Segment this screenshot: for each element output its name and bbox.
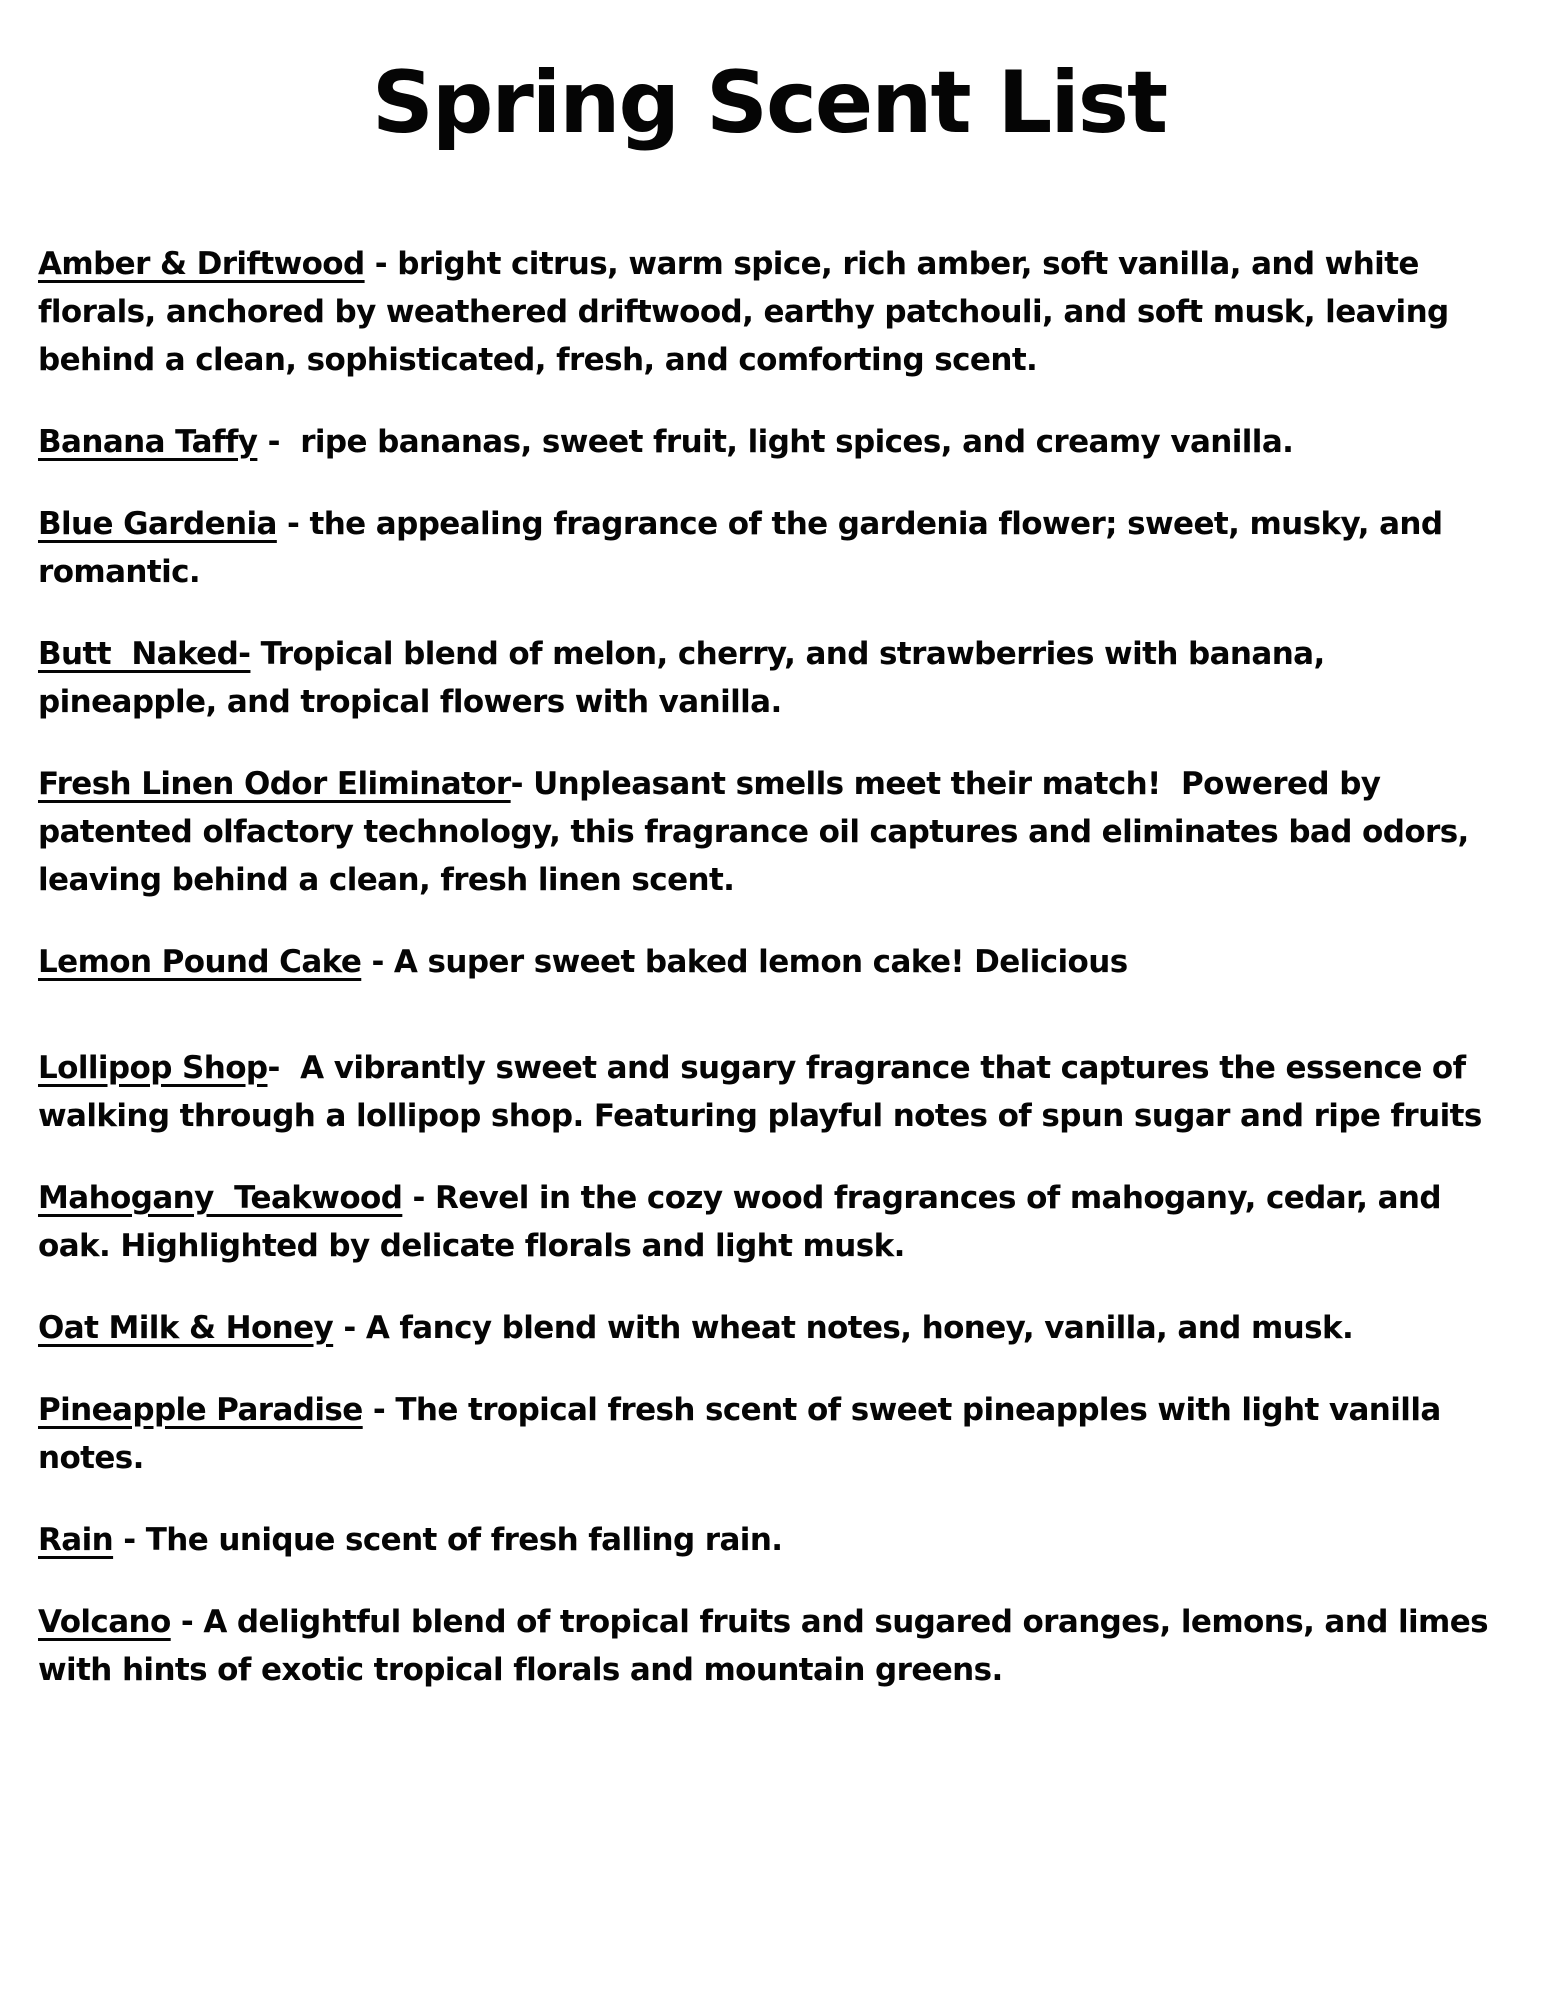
scent-separator: - bbox=[362, 1391, 396, 1428]
scent-name: Rain bbox=[38, 1521, 114, 1558]
scent-separator: - bbox=[170, 1603, 204, 1640]
scent-name: Volcano bbox=[38, 1603, 171, 1640]
scent-entry bbox=[38, 1174, 1500, 1270]
scent-name: Fresh Linen Odor Eliminator bbox=[38, 765, 511, 802]
scent-description: ripe bananas, sweet fruit, light spices, and creamy vanilla. bbox=[300, 423, 1294, 460]
scent-name: Amber & Driftwood bbox=[38, 245, 365, 282]
scent-description: The tropical fresh scent of sweet pineapples with light vanilla notes. bbox=[38, 1391, 1451, 1476]
scent-entry bbox=[38, 1598, 1500, 1694]
scent-description: The unique scent of fresh falling rain. bbox=[145, 1521, 783, 1558]
page-title: Spring Scent List bbox=[371, 53, 1167, 153]
scent-description: A delightful blend of tropical fruits and sugared oranges, lemons, and limes with hints of exotic tropical florals and mountain greens. bbox=[38, 1603, 1499, 1688]
scent-separator: - bbox=[113, 1521, 146, 1558]
scent-entry bbox=[38, 1386, 1500, 1482]
scent-description: A fancy blend with wheat notes, honey, vanilla, and musk. bbox=[365, 1309, 1354, 1346]
scent-description: Revel in the cozy wood fragrances of mahogany, cedar, and oak. Highlighted by delicate florals and light musk. bbox=[38, 1179, 1452, 1264]
scent-name: Pineapple Paradise bbox=[38, 1391, 363, 1428]
scent-entry bbox=[38, 938, 1500, 986]
scent-separator: - bbox=[402, 1179, 435, 1216]
scent-list bbox=[38, 240, 1500, 1694]
scent-entry bbox=[38, 418, 1500, 466]
scent-name: Blue Gardenia bbox=[38, 505, 277, 542]
scent-description: A vibrantly sweet and sugary fragrance that captures the essence of walking through a lollipop shop. Featuring playful notes of spun sugar and ripe fruits bbox=[38, 1049, 1482, 1134]
scent-separator: - bbox=[510, 765, 534, 802]
scent-entry bbox=[38, 760, 1500, 904]
scent-name: Lollipop Shop bbox=[38, 1049, 268, 1086]
scent-description: A super sweet baked lemon cake! Delicious bbox=[393, 943, 1128, 980]
scent-separator: - bbox=[276, 505, 310, 542]
scent-name: Oat Milk & Honey bbox=[38, 1309, 334, 1346]
scent-entry bbox=[38, 1044, 1500, 1140]
scent-description: bright citrus, warm spice, rich amber, soft vanilla, and white florals, anchored by weathered driftwood, earthy patchouli, and soft musk, leaving behind a clean, sophisticated, fresh, and comforting scent. bbox=[38, 245, 1459, 378]
scent-separator: - bbox=[361, 943, 394, 980]
scent-description: Unpleasant smells meet their match! Powered by patented olfactory technology, this fragrance oil captures and eliminates bad odors, leaving behind a clean, fresh linen scent. bbox=[38, 765, 1479, 898]
scent-entry bbox=[38, 630, 1500, 726]
scent-entry bbox=[38, 500, 1500, 596]
scent-name: Butt Naked- bbox=[38, 635, 251, 672]
scent-description: Tropical blend of melon, cherry, and strawberries with banana, pineapple, and tropical flowers with vanilla. bbox=[38, 635, 1335, 720]
scent-name: Mahogany Teakwood bbox=[38, 1179, 403, 1216]
scent-entry bbox=[38, 1516, 1500, 1564]
scent-entry bbox=[38, 240, 1500, 384]
scent-entry bbox=[38, 1304, 1500, 1352]
scent-separator bbox=[250, 636, 260, 672]
scent-separator: - bbox=[364, 245, 398, 282]
scent-separator: - bbox=[267, 1049, 301, 1086]
scent-name: Banana Taffy bbox=[38, 423, 258, 460]
scent-separator: - bbox=[333, 1309, 366, 1346]
scent-description: the appealing fragrance of the gardenia flower; sweet, musky, and romantic. bbox=[38, 505, 1453, 590]
scent-separator: - bbox=[257, 423, 301, 460]
scent-name: Lemon Pound Cake bbox=[38, 943, 362, 980]
